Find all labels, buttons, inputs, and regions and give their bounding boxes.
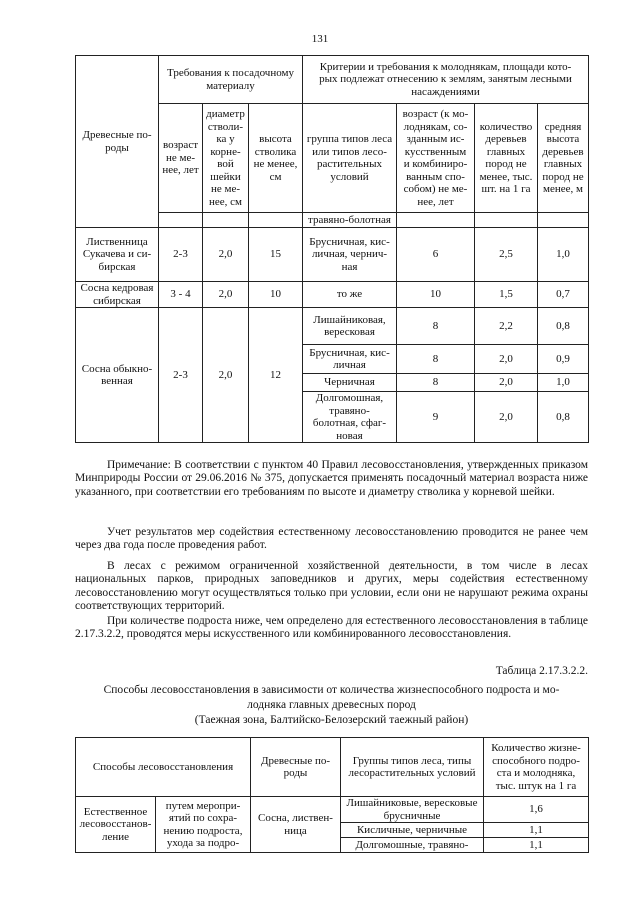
planting-requirements-table [75,55,589,443]
header-height: высота стволика не менее, см [249,104,303,213]
header-young-age: возраст (к мо- лоднякам, со- зданным ис- кусственным и комбиниро- ванным спо- собом) не ме- нее, лет [397,104,475,213]
table-row: Черничная 8 2,0 1,0 [76,374,589,392]
page-number: 131 [311,33,329,45]
header-methods: Способы лесовосстановления [76,738,251,797]
table-row: Естественное лесовосстанов- ление путем меропри- ятий по сохра- нению подроста, ухода за подро- Сосна, листвен- ница Лишайниковые, вересковые брусничные 1,6 [76,797,589,823]
table-row: Кисличные, черничные 1,1 [76,823,589,838]
table-row: Брусничная, кис- личная 8 2,0 0,9 [76,345,589,374]
table-row: Сосна обыкно- венная 2-3 2,0 12 Лишайниковая, вересковая 8 2,2 0,8 [76,308,589,345]
table-row: Сосна кедровая сибирская 3 - 4 2,0 10 то же 10 1,5 0,7 [76,282,589,308]
header-avg-height: средняя высота деревьев главных пород не менее, м [538,104,589,213]
header-diameter: диаметр стволи- ка у корне- вой шейки не ме- нее, см [203,104,249,213]
header-species: Древесные по- роды [76,56,159,228]
header-species: Древесные по- роды [251,738,341,797]
reforestation-methods-table [75,737,589,853]
table-row: Долгомошная, травяно- болотная, сфаг- новая 9 2,0 0,8 [76,392,589,443]
header-groups: Группы типов леса, типы лесорастительных условий [341,738,484,797]
paragraph: При количестве подроста ниже, чем определено для естественного лесовосстановления в таблице 2.17.3.2.2, проводятся меры искусственного или комбинированного лесовосстановления. [75,615,588,641]
header-age: возраст не ме- нее, лет [159,104,203,213]
table-row: Долгомошные, травяно- 1,1 [76,838,589,853]
table-title: Способы лесовосстановления в зависимости от количества жизнеспособного подроста и мо- лодняка главных древесных пород (Таежная зона, Балтийско-Белозерский таежный район) [103,684,560,726]
header-planting: Требования к посадочному материалу [159,56,303,104]
carry-over-text: травяно-болотная [303,213,397,228]
paragraph: В лесах с режимом ограниченной хозяйственной деятельности, в том числе в лесах национальных парков, природных заповедников и других, меры содействия естественному лесовосстановлению могут осуществляться только при условии, если они не нарушают режима охраны соответствующих территорий. [75,560,588,613]
header-count: количество деревьев главных пород не менее, тыс. шт. на 1 га [475,104,538,213]
header-criteria: Критерии и требования к молоднякам, площади кото- рых подлежат отнесению к землям, занятым лесными насаждениями [303,56,589,104]
header-group: группа типов леса или типов лесо- растительных условий [303,104,397,213]
table-row: Лиственница Сукачева и си- бирская 2-3 2,0 15 Брусничная, кис- личная, чернич- ная 6 2,5 1,0 [76,228,589,282]
header-count: Количество жизне- способного подро- ста и молодняка, тыс. штук на 1 га [484,738,589,797]
note-paragraph: Примечание: В соответствии с пунктом 40 Правил лесовосстановления, утвержденных приказом Минприроды России от 29.06.2016 № 375, допускается применять посадочный материал возраста ниже указанного, при соответствии его требованиям по высоте и диаметру стволика у корневой шейки. [75,459,588,498]
paragraph: Учет результатов мер содействия естественному лесовосстановлению проводится не ранее чем через два года после проведения работ. [75,526,588,552]
table-label: Таблица 2.17.3.2.2. [495,665,588,677]
